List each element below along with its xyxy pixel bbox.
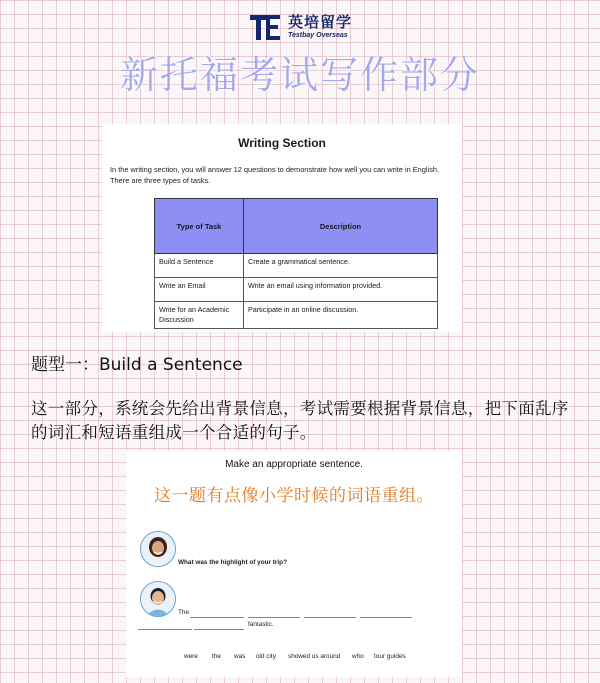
table-cell-task: Write for an Academic Discussion	[155, 302, 244, 329]
logo-mark-icon	[248, 12, 284, 42]
page-headline: 新托福考试写作部分	[119, 53, 480, 97]
logo-chinese-name: 英培留学	[288, 13, 353, 31]
example-card	[126, 451, 462, 677]
word-choice[interactable]: were	[184, 653, 198, 660]
word-choice[interactable]: the	[212, 653, 221, 660]
table-row	[155, 278, 438, 302]
writing-section-intro: In the writing section, you will answer 12 questions to demonstrate how well you can write in English. There are three types of tasks.	[110, 165, 440, 185]
example-prompt: Make an appropriate sentence.	[225, 459, 363, 470]
answer-blank[interactable]	[190, 617, 244, 618]
table-header-task: Type of Task	[155, 199, 244, 254]
answer-blank[interactable]	[138, 629, 192, 630]
table-cell-description: Participate in an online discussion.	[244, 302, 438, 329]
word-choice[interactable]: was	[234, 653, 246, 660]
section-body: 这一部分，系统会先给出背景信息，考试需要根据背景信息，把下面乱序的词汇和短语重组成一个合适的句子。	[31, 399, 569, 442]
example-question: What was the highlight of your trip?	[178, 559, 287, 566]
task-types-table	[154, 198, 438, 329]
logo-english-name: Testbay Overseas	[288, 32, 348, 39]
brand-logo	[248, 10, 352, 44]
answer-start-word: The	[178, 609, 190, 616]
answer-blank[interactable]	[248, 617, 300, 618]
table-cell-task: Build a Sentence	[155, 254, 244, 278]
woman-avatar-icon	[140, 531, 176, 567]
section-title: 题型一：Build a Sentence	[31, 355, 243, 375]
answer-blank[interactable]	[360, 617, 412, 618]
answer-blank[interactable]	[304, 617, 356, 618]
table-row	[155, 302, 438, 329]
example-note: 这一题有点像小学时候的词语重组。	[154, 486, 434, 506]
table-row	[155, 254, 438, 278]
table-header-row	[155, 199, 438, 254]
table-cell-task: Write an Email	[155, 278, 244, 302]
man-avatar-icon	[140, 581, 176, 617]
writing-section-title: Writing Section	[238, 136, 326, 150]
table-cell-description: Create a grammatical sentence.	[244, 254, 438, 278]
word-choice[interactable]: tour guides	[374, 653, 406, 660]
answer-blank[interactable]	[194, 629, 244, 630]
word-choice[interactable]: showed us around	[288, 653, 341, 660]
word-choice[interactable]: old city	[256, 653, 276, 660]
table-cell-description: Write an email using information provided.	[244, 278, 438, 302]
word-choice[interactable]: who	[352, 653, 364, 660]
writing-section-card	[102, 124, 462, 332]
answer-end-word: fantastic.	[248, 621, 274, 628]
table-header-description: Description	[244, 199, 438, 254]
